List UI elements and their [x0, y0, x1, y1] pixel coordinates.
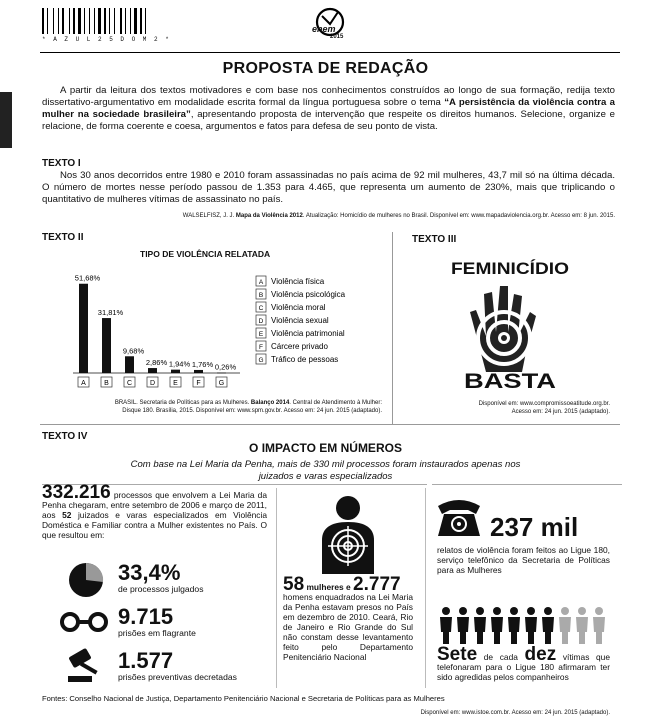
mulheres-text: mulheres e — [304, 582, 354, 592]
person-icon — [457, 607, 469, 644]
barcode-bar — [62, 8, 64, 34]
texto2-cite-a: BRASIL. Secretaria de Políticas para as Mulheres. — [114, 400, 251, 406]
hand-target-icon — [470, 286, 536, 372]
barcode-bar — [89, 8, 90, 34]
barcode-bar — [120, 8, 122, 34]
barcode-bar — [58, 8, 59, 34]
texto3-citation — [400, 400, 610, 416]
poster-bottom-text: BASTA — [464, 370, 556, 393]
barcode-bar — [145, 8, 146, 34]
impact-title: O IMPACTO EM NÚMEROS — [249, 441, 402, 455]
barcode-bar — [109, 8, 110, 34]
barcode-bar — [125, 8, 126, 34]
bar-D — [148, 368, 157, 373]
legend-letter: A — [258, 279, 264, 286]
legend-letter: G — [258, 357, 264, 364]
bar-value-label: 0,26% — [214, 362, 237, 372]
category-label: F — [196, 380, 201, 387]
texto3-cite-b: Acesso em: 24 jun. 2015 (adaptado). — [511, 409, 610, 415]
texto2-cite-c: . Central de Atendimento à Mulher: — [289, 400, 382, 406]
feminicidio-poster — [448, 254, 572, 394]
legend-label: Violência física — [271, 277, 325, 286]
person-icon — [440, 607, 452, 644]
sete-dez-text — [437, 644, 610, 682]
impact-divider-2 — [425, 488, 426, 688]
barcode-bar — [86, 8, 88, 34]
stat-flagrante-number: 9.715 — [118, 604, 174, 629]
stat-preventivas-caption: prisões preventivas decretadas — [118, 672, 237, 682]
barcode-bar — [130, 8, 131, 34]
stat-julgados-caption: de processos julgados — [118, 584, 204, 594]
intro-text-b: , apresentando proposta de intervenção que respeite os direitos humanos. Selecione, organize e relacione, de forma coerente e coesa, argumentos e fatos para defesa de seu ponto de vista. — [42, 109, 615, 132]
barcode-bar — [55, 8, 57, 34]
legend-letter: E — [258, 331, 264, 338]
bar-B — [102, 318, 111, 373]
gavel-icon — [64, 648, 108, 684]
intro-text-a: A partir da leitura dos textos motivadores e com base nos conhecimentos construídos ao longo de sua formação, redija texto dissertativo-argumentativo em modalidade escrita formal da língua portuguesa sobre o tema — [42, 85, 615, 108]
category-label: D — [149, 380, 156, 387]
legend-label: Violência sexual — [271, 316, 329, 325]
horizontal-divider — [40, 424, 620, 425]
bar-value-label: 1,76% — [191, 359, 214, 369]
target-person-icon — [316, 492, 380, 574]
barcode-bar — [42, 8, 44, 34]
bar-A — [79, 284, 88, 373]
bar-C — [125, 356, 134, 373]
texto1-citation — [42, 213, 615, 219]
barcode-bar — [65, 8, 68, 34]
person-icon — [559, 607, 571, 644]
juizados-number: 52 — [62, 510, 72, 520]
people-pictogram — [438, 606, 610, 646]
stat-preventivas — [118, 650, 237, 682]
legend-label: Cárcere privado — [271, 342, 328, 351]
stat-flagrante-caption: prisões em flagrante — [118, 628, 196, 638]
impact-subtitle: Com base na Lei Maria da Penha, mais de 330 mil processos foram instaurados apenas nos juizados e varas especializados — [130, 459, 521, 482]
texto1-label: TEXTO I — [42, 158, 81, 169]
barcode-bar — [107, 8, 108, 34]
barcode-bar — [49, 8, 52, 34]
homens-number: 2.777 — [353, 574, 401, 595]
bar-value-label: 2,86% — [145, 358, 168, 368]
legend-label: Tráfico de pessoas — [271, 355, 339, 364]
barcode-bar — [147, 8, 149, 34]
category-label: A — [81, 380, 86, 387]
sete-text: Sete — [437, 644, 478, 665]
barcode-bar — [69, 8, 70, 34]
person-icon — [525, 607, 537, 644]
texto2-cite-d: Disque 180. Brasília, 2015. Disponível em: www.spm.gov.br. Acesso em: 24 jun. 2015 (adaptado). — [122, 408, 382, 414]
person-icon — [593, 607, 605, 644]
texto3-cite-a: Disponível em: www.compromissoeatitude.org.br. — [478, 401, 610, 407]
stat-julgados — [118, 562, 204, 594]
presos-text: homens enquadrados na Lei Maria da Penha estavam presos no País em dezembro de 2010. Ceará, Rio de Janeiro e Rio Grande do Sul não constam desse levantamento feito pelo Departamento Penitenciário Nacional — [283, 592, 413, 662]
sources-text: Fontes: Conselho Nacional de Justiça, Departamento Penitenciário Nacional e Secretaria de Políticas para as Mulheres — [42, 694, 445, 703]
bar-value-label: 51,68% — [74, 273, 101, 283]
legend-letter: F — [259, 344, 263, 351]
logo-year: 2015 — [330, 34, 344, 40]
page-title: PROPOSTA DE REDAÇÃO — [222, 60, 429, 77]
texto1-cite-c: . Atualização: Homicídio de mulheres no Brasil. Disponível em: www.mapadaviolencia.org.br. Acesso em: 8 jun. 2015. — [302, 213, 615, 219]
person-icon — [542, 607, 554, 644]
dez-text: dez — [524, 644, 557, 665]
stat-flagrante — [118, 606, 196, 638]
barcode-bar — [76, 8, 77, 34]
legend-letter: B — [258, 292, 264, 299]
category-label: B — [104, 380, 109, 387]
texto2-cite-b: Balanço 2014 — [250, 400, 290, 406]
relatos-text: relatos de violência foram feitos ao Ligue 180, serviço telefônico da Secretaria de Políticas para as Mulheres — [437, 545, 610, 575]
processos-number: 332.216 — [42, 482, 111, 503]
category-label: G — [218, 380, 225, 387]
intro-paragraph — [42, 85, 615, 133]
barcode-bar — [94, 8, 95, 34]
theme-text: “A persistência da violência contra a mulher na sociedade brasileira” — [42, 97, 616, 120]
bar-E — [171, 370, 180, 373]
barcode-bar — [134, 8, 137, 34]
person-icon — [474, 607, 486, 644]
barcode-bar — [123, 8, 124, 34]
top-rule — [40, 52, 620, 53]
barcode-bar — [78, 8, 81, 34]
barcode-bar — [82, 8, 83, 34]
texto1-cite-b: Mapa da Violência 2012 — [235, 213, 303, 219]
category-label: E — [173, 380, 178, 387]
violence-chart — [42, 262, 387, 397]
barcode-bar — [140, 8, 142, 34]
barcode-bar — [138, 8, 139, 34]
processos-text-b: juizados e varas especializados em Violência Doméstica e Familiar contra a Mulher existentes no País. O que resultou em: — [42, 510, 267, 540]
barcode-bar — [104, 8, 106, 34]
barcode-bar — [47, 8, 48, 34]
barcode — [42, 8, 172, 34]
person-icon — [491, 607, 503, 644]
person-icon — [576, 607, 588, 644]
barcode-bar — [98, 8, 101, 34]
chart-title: TIPO DE VIOLÊNCIA RELATADA — [140, 249, 271, 259]
legend-label: Violência moral — [271, 303, 326, 312]
category-label: C — [126, 380, 133, 387]
barcode-bar — [96, 8, 97, 34]
barcode-bar — [60, 8, 61, 34]
bar-value-label: 9,68% — [122, 346, 145, 356]
impact-separator-right — [432, 484, 622, 485]
handcuffs-icon — [58, 610, 110, 634]
relatos-number: 237 mil — [490, 512, 579, 542]
vertical-divider — [392, 232, 393, 424]
texto4-citation: Disponível em: www.istoe.com.br. Acesso em: 24 jun. 2015 (adaptado). — [420, 710, 610, 716]
page-edge-marker — [0, 92, 12, 148]
texto1-body: Nos 30 anos decorridos entre 1980 e 2010 foram assassinadas no país acima de 92 mil mulheres, 43,7 mil só na última década. O número de mortes nesse período passou de 1.353 para 4.465, que representa um aumento de 230%, mais que triplicando o quantitativo de mulheres vítimas de assassinato no país. — [42, 170, 615, 205]
poster-top-text: FEMINICÍDIO — [451, 259, 569, 278]
phone-icon — [436, 496, 482, 538]
bar-F — [194, 370, 203, 373]
barcode-bar — [71, 8, 72, 34]
legend-letter: C — [258, 305, 264, 312]
barcode-bar — [132, 8, 133, 34]
pie-icon — [66, 560, 106, 600]
impact-middle-text — [283, 574, 413, 662]
barcode-bar — [116, 8, 119, 34]
logo-text: enem — [312, 24, 336, 34]
stat-preventivas-number: 1.577 — [118, 648, 174, 673]
impact-divider-1 — [276, 488, 277, 688]
person-icon — [508, 607, 520, 644]
barcode-bar — [111, 8, 113, 34]
barcode-bar — [84, 8, 85, 34]
bar-value-label: 1,94% — [168, 359, 191, 369]
de-cada-text: de cada — [477, 652, 525, 662]
impact-left-text — [42, 482, 267, 540]
stat-julgados-number: 33,4% — [118, 560, 181, 585]
barcode-bar — [45, 8, 46, 34]
texto4-label: TEXTO IV — [42, 431, 88, 442]
barcode-bar — [53, 8, 54, 34]
legend-label: Violência patrimonial — [271, 329, 345, 338]
processos-text-a: processos que envolvem a Lei Maria da Penha chegaram, entre setembro de 2006 e março de 2011, aos — [42, 490, 267, 520]
texto2-label: TEXTO II — [42, 232, 84, 243]
texto3-label: TEXTO III — [412, 234, 457, 245]
mulheres-number: 58 — [283, 574, 305, 595]
vitimas-text: vítimas que telefonaram para o Ligue 180 afirmaram ter sido agredidas pelos companheiros — [437, 652, 610, 682]
texto2-citation — [42, 399, 382, 415]
barcode-bar — [143, 8, 144, 34]
barcode-bar — [127, 8, 129, 34]
barcode-bar — [114, 8, 115, 34]
barcode-bar — [102, 8, 103, 34]
texto1-cite-a: WALSELFISZ, J. J. — [182, 213, 236, 219]
barcode-text: * A Z U L 2 5 D O M 2 * — [42, 36, 171, 43]
legend-letter: D — [258, 318, 264, 325]
barcode-bar — [91, 8, 93, 34]
legend-label: Violência psicológica — [271, 290, 346, 299]
barcode-bar — [73, 8, 75, 34]
bar-value-label: 31,81% — [97, 308, 124, 318]
